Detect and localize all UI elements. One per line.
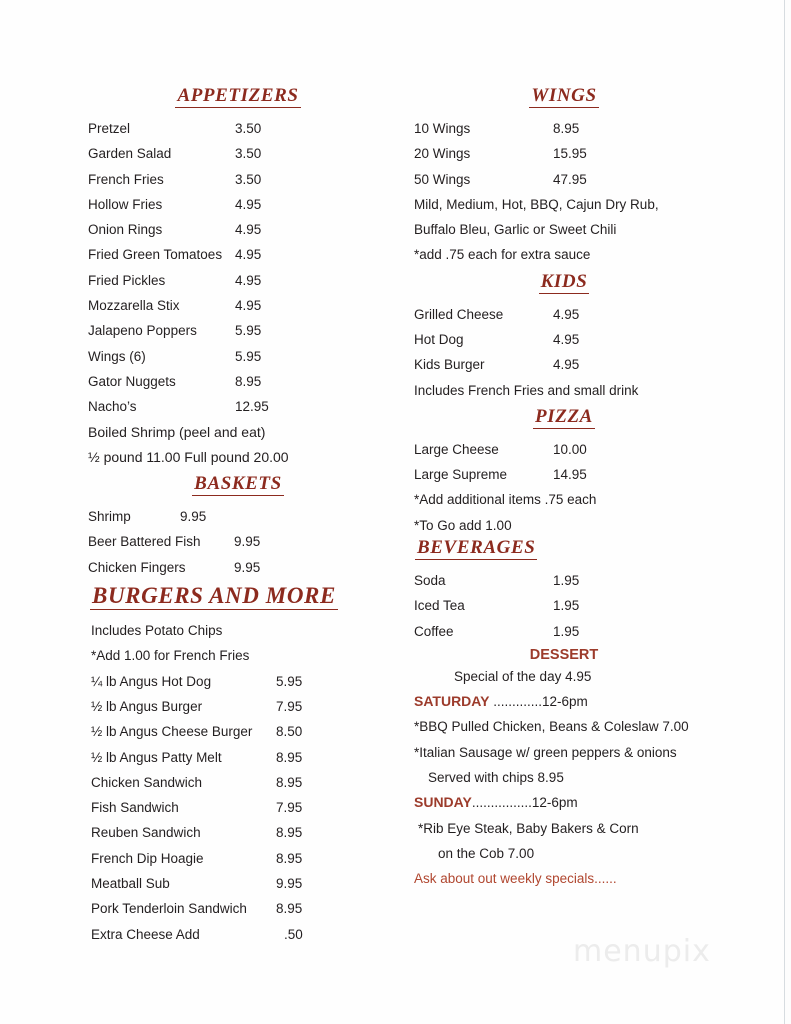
pizza-note-additional-items: *Add additional items .75 each <box>414 492 597 508</box>
item-name: French Fries <box>88 171 164 187</box>
menu-row-50-wings <box>414 167 714 192</box>
item-name: ¼ lb Angus Hot Dog <box>91 673 212 689</box>
item-name: Reuben Sandwich <box>91 825 201 841</box>
item-name: Soda <box>414 572 446 588</box>
item-name: ½ lb Angus Cheese Burger <box>91 724 253 740</box>
menu-row-20-wings <box>414 141 714 166</box>
menu-row-fried-pickles <box>88 268 388 293</box>
section-heading-pizza <box>414 407 714 429</box>
item-name: 20 Wings <box>414 146 471 162</box>
menu-right-column <box>414 86 714 891</box>
item-name: Gator Nuggets <box>88 373 176 389</box>
wings-sauce-note: *add .75 each for extra sauce <box>414 247 591 263</box>
saturday-special-2: *Italian Sausage w/ green peppers & onions <box>414 744 677 760</box>
spacer <box>88 108 388 116</box>
item-price: 4.95 <box>553 357 580 373</box>
wings-flavors-line-1: Mild, Medium, Hot, BBQ, Cajun Dry Rub, <box>414 196 659 212</box>
menu-row-french-fries <box>88 167 388 192</box>
item-name: Fried Pickles <box>88 272 166 288</box>
menu-row-onion-rings <box>88 217 388 242</box>
item-price: 9.95 <box>180 509 207 525</box>
menu-row-gator-nuggets <box>88 369 388 394</box>
item-price: 8.50 <box>276 724 303 740</box>
menu-row-fried-green-tomatoes <box>88 242 388 267</box>
menu-row-pretzel <box>88 116 388 141</box>
section-heading-kids-text: KIDS <box>540 270 588 292</box>
section-heading-beverages <box>414 538 714 560</box>
boiled-shrimp-line: Boiled Shrimp (peel and eat) <box>88 423 266 440</box>
menu-row-kids-hot-dog <box>414 327 714 352</box>
item-name: Mozzarella Stix <box>88 298 180 314</box>
item-price: 8.95 <box>276 901 303 917</box>
menu-row-basket-beer-battered-fish <box>88 529 388 554</box>
spacer <box>414 560 714 568</box>
sunday-special-1: *Rib Eye Steak, Baby Bakers & Corn <box>418 820 639 836</box>
burgers-note-includes-chips: Includes Potato Chips <box>91 623 223 639</box>
menu-row-nachos <box>88 394 388 419</box>
spacer <box>414 429 714 437</box>
item-name: Meatball Sub <box>91 876 170 892</box>
menu-row-angus-cheese-burger <box>88 719 388 744</box>
menu-row-fish-sandwich <box>88 795 388 820</box>
item-name: Jalapeno Poppers <box>88 323 197 339</box>
item-name: 10 Wings <box>414 120 471 136</box>
section-heading-wings <box>414 86 714 108</box>
item-name: Chicken Fingers <box>88 559 186 575</box>
item-price: 8.95 <box>276 774 303 790</box>
item-price: 3.50 <box>235 120 262 136</box>
spacer <box>88 496 388 504</box>
item-name: Large Cheese <box>414 441 499 457</box>
item-price: 5.95 <box>276 673 303 689</box>
section-heading-wings-text: WINGS <box>531 85 597 106</box>
item-price: 5.95 <box>235 348 262 364</box>
item-price: .50 <box>284 926 303 942</box>
page-edge-margin <box>785 0 791 1024</box>
menu-row-large-cheese <box>414 437 714 462</box>
menu-row-hollow-fries <box>88 192 388 217</box>
item-price: 1.95 <box>553 598 580 614</box>
section-heading-beverages-text: BEVERAGES <box>417 536 536 558</box>
menu-row-jalapeno-poppers <box>88 318 388 343</box>
menupix-watermark: menupix <box>573 934 711 969</box>
item-name: Grilled Cheese <box>414 306 504 322</box>
item-price: 4.95 <box>235 247 262 263</box>
spacer <box>88 610 388 618</box>
menu-row-grilled-cheese <box>414 302 714 327</box>
weekly-specials-note: Ask about out weekly specials...... <box>414 871 617 887</box>
item-price: 7.95 <box>276 698 303 714</box>
item-price: 4.95 <box>235 272 262 288</box>
menu-row-meatball-sub <box>88 871 388 896</box>
item-price: 8.95 <box>553 120 580 136</box>
item-price: 3.50 <box>235 146 262 162</box>
sunday-time: ................12-6pm <box>471 795 578 811</box>
item-price: 9.95 <box>234 534 261 550</box>
spacer <box>414 108 714 116</box>
item-price: 8.95 <box>276 749 303 765</box>
item-price: 14.95 <box>553 467 587 483</box>
saturday-special-served-with: Served with chips 8.95 <box>428 769 564 785</box>
item-price: 1.95 <box>553 623 580 639</box>
menu-row-basket-shrimp <box>88 504 388 529</box>
item-name: Fish Sandwich <box>91 800 179 816</box>
section-heading-dessert: DESSERT <box>529 646 599 663</box>
item-price: 4.95 <box>235 196 262 212</box>
item-price: 4.95 <box>553 306 580 322</box>
saturday-label: SATURDAY <box>414 693 490 710</box>
item-price: 7.95 <box>276 800 303 816</box>
item-price: 10.00 <box>553 441 587 457</box>
item-name: Hot Dog <box>414 331 464 347</box>
section-heading-pizza-text: PIZZA <box>535 405 593 427</box>
item-name: 50 Wings <box>414 171 471 187</box>
section-heading-burgers-text: BURGERS AND MORE <box>90 584 338 610</box>
saturday-special-1: *BBQ Pulled Chicken, Beans & Coleslaw 7.00 <box>414 719 689 735</box>
item-price: 5.95 <box>235 323 262 339</box>
item-name: ½ lb Angus Patty Melt <box>91 749 222 765</box>
item-price: 4.95 <box>553 331 580 347</box>
section-heading-baskets <box>88 474 388 496</box>
menu-row-wings-6 <box>88 344 388 369</box>
item-price: 47.95 <box>553 171 587 187</box>
item-name: Iced Tea <box>414 598 465 614</box>
item-price: 3.50 <box>235 171 262 187</box>
item-name: Garden Salad <box>88 146 172 162</box>
menu-row-iced-tea <box>414 593 714 618</box>
item-price: 9.95 <box>276 876 303 892</box>
sunday-special-sub: on the Cob 7.00 <box>438 845 535 861</box>
menu-row-extra-cheese-add <box>88 922 388 947</box>
item-name: Kids Burger <box>414 357 485 373</box>
sunday-specials-header <box>414 790 714 815</box>
item-name: Pork Tenderloin Sandwich <box>91 901 247 917</box>
item-price: 12.95 <box>235 399 269 415</box>
wings-flavors-line-2: Buffalo Bleu, Garlic or Sweet Chili <box>414 222 617 238</box>
item-price: 9.95 <box>234 559 261 575</box>
section-heading-appetizers <box>88 86 388 108</box>
item-name: French Dip Hoagie <box>91 850 204 866</box>
menu-left-column <box>88 86 388 947</box>
section-heading-burgers-and-more <box>88 584 388 610</box>
dessert-special-of-the-day: Special of the day 4.95 <box>454 668 592 684</box>
item-name: Wings (6) <box>88 348 146 364</box>
pizza-note-to-go: *To Go add 1.00 <box>414 517 512 533</box>
item-price: 1.95 <box>553 572 580 588</box>
menu-row-large-supreme <box>414 462 714 487</box>
item-price: 8.95 <box>276 825 303 841</box>
boiled-shrimp-pricing: ½ pound 11.00 Full pound 20.00 <box>88 448 289 465</box>
item-name: ½ lb Angus Burger <box>91 698 203 714</box>
sunday-label: SUNDAY <box>414 794 472 811</box>
item-price: 8.95 <box>235 373 262 389</box>
menu-row-kids-burger <box>414 352 714 377</box>
item-name: Pretzel <box>88 120 131 136</box>
item-name: Large Supreme <box>414 467 508 483</box>
menu-row-basket-chicken-fingers <box>88 555 388 580</box>
item-name: Hollow Fries <box>88 196 163 212</box>
item-name: Beer Battered Fish <box>88 534 201 550</box>
page-edge-line <box>784 0 785 1024</box>
menu-row-soda <box>414 568 714 593</box>
burgers-note-add-fries: *Add 1.00 for French Fries <box>91 648 250 664</box>
menu-row-reuben-sandwich <box>88 820 388 845</box>
menu-row-angus-burger <box>88 694 388 719</box>
menu-row-angus-hot-dog <box>88 669 388 694</box>
item-name: Nacho’s <box>88 399 137 415</box>
section-heading-appetizers-text: APPETIZERS <box>177 85 299 106</box>
menu-row-french-dip-hoagie <box>88 846 388 871</box>
menu-row-pork-tenderloin-sandwich <box>88 896 388 921</box>
item-price: 4.95 <box>235 222 262 238</box>
item-name: Coffee <box>414 623 454 639</box>
menu-row-mozzarella-stix <box>88 293 388 318</box>
section-heading-kids <box>414 272 714 294</box>
kids-note: Includes French Fries and small drink <box>414 382 639 398</box>
menu-row-coffee <box>414 619 714 644</box>
menu-row-garden-salad <box>88 141 388 166</box>
menu-row-10-wings <box>414 116 714 141</box>
spacer <box>414 294 714 302</box>
item-name: Chicken Sandwich <box>91 774 203 790</box>
section-heading-baskets-text: BASKETS <box>194 473 282 495</box>
item-name: Fried Green Tomatoes <box>88 247 223 263</box>
saturday-specials-header <box>414 689 714 714</box>
item-name: Shrimp <box>88 509 131 525</box>
saturday-time: .............12-6pm <box>489 694 588 710</box>
menu-row-angus-patty-melt <box>88 745 388 770</box>
item-name: Onion Rings <box>88 222 163 238</box>
menu-row-chicken-sandwich <box>88 770 388 795</box>
item-price: 8.95 <box>276 850 303 866</box>
item-price: 4.95 <box>235 298 262 314</box>
item-name: Extra Cheese Add <box>91 926 200 942</box>
item-price: 15.95 <box>553 146 587 162</box>
